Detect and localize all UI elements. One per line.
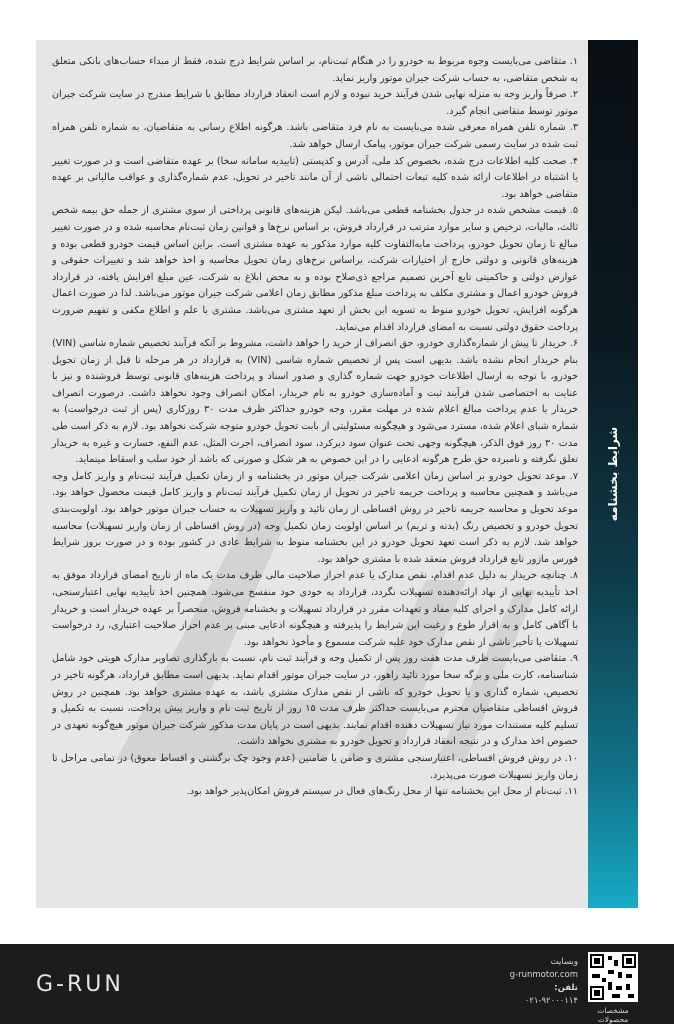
brand-logo: G-RUN: [36, 972, 124, 997]
term-11: ۱۱. ثبت‌نام از محل این بخشنامه تنها از محل رنگ‌های فعال در سیستم فروش امکان‌پذیر خواهد بود.: [186, 786, 578, 798]
footer: [0, 944, 674, 1024]
term-10: ۱۰. در روش فروش اقساطی، اعتبارسنجی مشتری و ضامن یا ضامنین (عدم وجود چک برگشتی و اقساط معوق) در تمامی مراحل تا زمان واریز تسهیلات صورت می‌پذیرد.: [52, 752, 578, 781]
side-title: شرایط بخشنامه: [606, 426, 620, 522]
terms-text: [52, 54, 578, 801]
website-label: وبسایت: [550, 957, 578, 967]
term-4: ۴. صحت کلیه اطلاعات درج شده، بخصوص کد ملی، آدرس و کدپستی (تاییدیه سامانه سخا) بر عهده متقاضی است و در صورت تغییر یا اشتباه در اطلاعات ارائه شده کلیه تبعات احتمالی ناشی از آن مانند تاخیر در تحویل، عدم شماره‌گذاری و عواقب مالیاتی بر عهده متقاضی خواهد بود.: [52, 155, 578, 200]
term-5: ۵. قیمت مشخص شده در جدول بخشنامه قطعی می‌باشد. لیکن هزینه‌های قانونی پرداختی از سوی مشتری از جمله حق بیمه شخص ثالث، مالیات، ترخیص و سایر موارد مترتب در قرارداد فروش، بر اساس نرخ‌ها و قوانین زمان ثبت‌نام محاسبه شده و در صورت تغییر مبالغ تا زمان تحویل خودرو، پرداخت مابه‌التفاوت کلیه موارد مذکور به عهده مشتری است. براین اساس قیمت خودرو قطعی بوده و هزینه‌های قانونی و دولتی خارج از اختیارات شرکت، براساس نرخ‌های زمان تحویل محاسبه و اخذ خواهد شد و تغییرات حقوقی و عوارض دولتی و حاکمیتی تابع آخرین تصمیم مراجع ذی‌صلاح بوده و به محض ابلاغ به شرکت، عین مبلغ افزایش یافته، در قرارداد فروش خودرو اعمال و مشتری مکلف به پرداخت مبلغ مذکور مطابق زمان اعلامی شرکت جیران موتور می‌باشد. لذا در صورت اعمال هرگونه افزایش، تحویل خودرو منوط به تسویه این بخش از تعهد مشتری می‌باشد. مشتری با علم و اطلاع مکفی و تفهیم ضرورت پرداخت حقوق دولتی نسبت به امضای قرارداد اقدام می‌نماید.: [52, 205, 578, 333]
term-8: ۸. چنانچه خریدار به دلیل عدم اقدام، نقص مدارک یا عدم احراز صلاحیت مالی ظرف مدت یک ماه از تاریخ امضای قرارداد موفق به اخذ تأییدیه نهایی از نهاد ارائه‌دهنده تسهیلات نگردد، قرارداد به خودی خود منفسخ می‌شود. همچنین اخذ تأییدیه نهایی اعتبارسنجی، ارائه کامل مدارک و اجرای کلیه مفاد و تعهدات مقرر در قرارداد تسهیلات و بخشنامه فروش، منحصراً بر عهده خریدار است و خریدار با آگاهی کامل و به اقرار طوع و رغبت این شرایط را پذیرفته و هیچگونه ادعایی مبنی بر عدم احراز صلاحیت اعتباری، رد درخواست تسهیلات یا تأخیر ناشی از نقص مدارک خود علیه شرکت مسموع و مأخوذ نخواهد بود.: [52, 570, 578, 648]
phone-number[interactable]: ۰۲۱-۹۲۰۰۰۱۱۴: [524, 996, 578, 1006]
term-9: ۹. متقاضی می‌بایست ظرف مدت هفت روز پس از تکمیل وجه و فرآیند ثبت نام، نسبت به بارگذاری تصاویر مدارک هویتی خود شامل شناسنامه، کارت ملی و برگه سخا مورد تائید راهور، در سایت جیران موتور اقدام نماید. بدیهی است مطابق قرارداد، هرگونه تاخیر در تخصیص، شماره گذاری و یا تحویل خودرو که ناشی از نقص مدارک مشتری باشد، به عهده مشتری خواهد بود. همچنین در روش فروش اقساطی متقاضیان محترم می‌بایست حداکثر ظرف مدت ۱۵ روز از تاریخ ثبت نام و واریز پیش پرداخت، نسبت به تکمیل و تسلیم کلیه مستندات مورد نیاز تسهیلات دهنده اقدام نمایند. بدیهی است در پایان مدت مذکور شرکت جیران موتور هیچ‌گونه تعهدی در خصوص اخذ مدارک و در نتیجه انعقاد قرارداد و تحویل خودرو به مشتری نخواهد داشت.: [52, 653, 578, 748]
terms-panel: [36, 40, 588, 908]
contact-info: [438, 956, 578, 1008]
side-title-strip: [588, 40, 638, 908]
phone-label: تلفن:: [554, 983, 578, 993]
qr-code-icon[interactable]: [588, 952, 638, 1002]
term-7: ۷. موعد تحویل خودرو بر اساس زمان اعلامی شرکت جیران موتور در بخشنامه و از زمان تکمیل فرآیند ثبت‌نام و واریز کامل وجه می‌باشد و همچنین محاسبه و پرداخت جریمه تاخیر در تحویل از زمان تکمیل فرآیند ثبت‌نام و واریز کامل قیمت محصول خواهد بود. موعد تحویل و محاسبه جریمه تاخیر در روش اقساطی از زمان تائید و واریز تسهیلات به حساب جیران موتور خواهد بود. اولویت‌بندی تحویل خودرو و تخصیص رنگ (بدنه و تریم) بر اساس اولویت زمان تکمیل وجه (در روش اقساطی از زمان واریز تسهیلات) محاسبه خواهد شد. لازم به ذکر است تعهد تحویل خودرو در این بخشنامه منوط به شرایط عادی در کشور بوده و در صورت بروز شرایط فورس ماژور تابع قرارداد فروش منعقد شده با مشتری خواهد بود.: [52, 470, 578, 565]
term-3: ۳. شماره تلفن همراه معرفی شده می‌بایست به نام فرد متقاضی باشد. هرگونه اطلاع رسانی به متقاضیان، به شماره تلفن همراه ثبت شده در سایت رسمی شرکت جیران موتور، پیامک ارسال خواهد شد.: [52, 122, 578, 150]
term-2: ۲. صرفاً واریز وجه به منزله نهایی شدن فرآیند خرید نبوده و لازم است انعقاد قرارداد مطابق با شرایط مندرج در سایت شرکت جیران موتور توسط متقاضی انجام گیرد.: [52, 89, 578, 117]
qr-caption: مشخصات محصولات: [597, 1006, 629, 1024]
term-1: ۱. متقاضی می‌بایست وجوه مربوط به خودرو را در هنگام ثبت‌نام، بر اساس شرایط درج شده، فقط از مبداء حساب‌های بانکی متعلق به شخص متقاضی، به حساب شرکت جیران موتور واریز نماید.: [52, 56, 578, 84]
website-link[interactable]: g-runmotor.com: [509, 970, 578, 980]
term-6: ۶. خریدار تا پیش از شماره‌گذاری خودرو، حق انصراف از خرید را خواهد داشت، مشروط بر آنکه فرآیند تخصیص شماره شاسی (VIN) بنام خریدار انجام نشده باشد. بدیهی است پس از تخصیص شماره شاسی (VIN) به قرارداد در هر مرحله تا قبل از زمان تحویل خودرو، با توجه به ارسال اطلاعات خودرو جهت شماره گذاری و صدور اسناد و پرداخت هزینه‌های قانونی توسط فروشنده و نیز با عنایت به اختصاصی شدن فرآیند ثبت و آماده‌سازی خودرو به نام خریدار، امکان انصراف وجود نخواهد داشت. درصورت انصراف خریدار یا عدم پرداخت مبالغ اعلام شده در مهلت مقرر، وجه خودرو حداکثر ظرف مدت ۳۰ روزکاری (پس از ثبت درخواست) به شماره شبای اعلام شده، مسترد می‌شود و هیچگونه مسئولیتی از بابت تحویل خودرو متوجه شرکت نخواهد بود. لازم به ذکر است طی مدت ۳۰ روز فوق الذکر، هیچگونه وجهی تحت عنوان سود دیرکرد، سود انصراف، اجرت المثل، عدم النفع، خسارت و غیره به خریدار تعلق نگرفته و نامبرده حق طرح هرگونه ادعایی را در این خصوص به هر شکل و صورتی که باشد از خود سلب و اسقاط مینماید.: [52, 338, 578, 466]
